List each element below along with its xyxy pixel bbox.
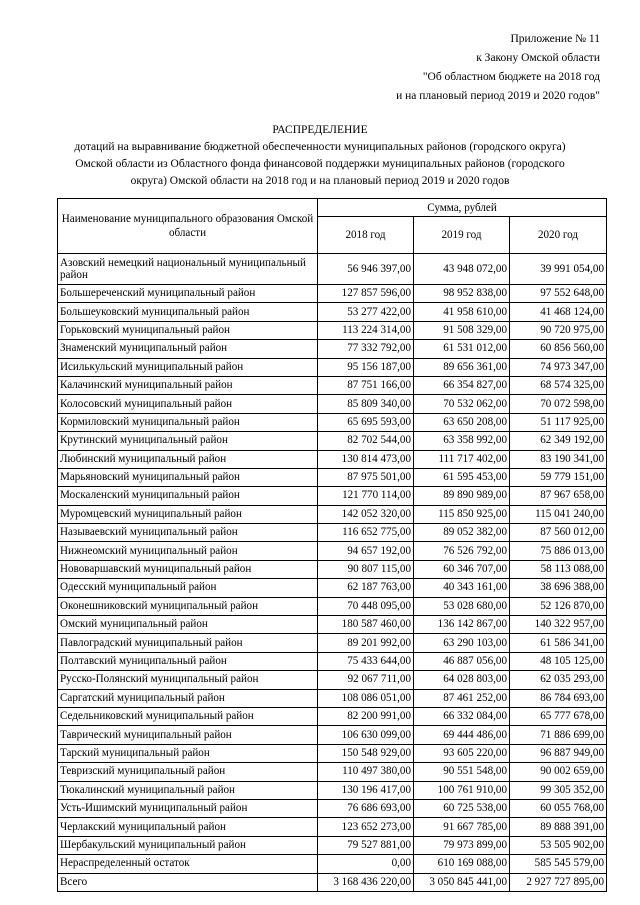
distribution-table — [57, 198, 607, 892]
table-body — [58, 254, 607, 892]
amount-2020: 62 349 192,00 — [510, 432, 607, 450]
district-name: Одесский муниципальный район — [58, 579, 318, 597]
table-row — [58, 376, 607, 394]
district-name: Нижнеомский муниципальный район — [58, 542, 318, 560]
amount-2019: 46 887 056,00 — [414, 652, 510, 670]
title-line-1: дотаций на выравнивание бюджетной обеспеченности муниципальных районов (городского округа) — [74, 141, 566, 153]
amount-2020: 86 784 693,00 — [510, 689, 607, 707]
district-name: Крутинский муниципальный район — [58, 432, 318, 450]
district-name: Горьковский муниципальный район — [58, 321, 318, 339]
district-name: Москаленский муниципальный район — [58, 487, 318, 505]
amount-2019: 61 595 453,00 — [414, 468, 510, 486]
amount-2020: 87 560 012,00 — [510, 524, 607, 542]
amount-2018: 0,00 — [318, 855, 414, 873]
amount-2019: 90 551 548,00 — [414, 763, 510, 781]
table-row — [58, 487, 607, 505]
amount-2020: 87 967 658,00 — [510, 487, 607, 505]
district-name: Всего — [58, 873, 318, 891]
amount-2018: 113 224 314,00 — [318, 321, 414, 339]
table-row — [58, 671, 607, 689]
table-row — [58, 873, 607, 891]
amount-2018: 85 809 340,00 — [318, 395, 414, 413]
table-row — [58, 634, 607, 652]
amount-2018: 130 196 417,00 — [318, 781, 414, 799]
amount-2020: 97 552 648,00 — [510, 285, 607, 303]
district-name: Калачинский муниципальный район — [58, 376, 318, 394]
table-row — [58, 524, 607, 542]
amount-2018: 77 332 792,00 — [318, 340, 414, 358]
district-name: Тюкалинский муниципальный район — [58, 781, 318, 799]
table-row — [58, 707, 607, 725]
district-name: Шербакульский муниципальный район — [58, 836, 318, 854]
amount-2019: 43 948 072,00 — [414, 254, 510, 285]
amount-2020: 59 779 151,00 — [510, 468, 607, 486]
amount-2019: 91 667 785,00 — [414, 818, 510, 836]
district-name: Называевский муниципальный район — [58, 524, 318, 542]
amount-2018: 92 067 711,00 — [318, 671, 414, 689]
amount-2020: 58 113 088,00 — [510, 560, 607, 578]
amount-2019: 98 952 838,00 — [414, 285, 510, 303]
table-row — [58, 744, 607, 762]
district-name: Муромцевский муниципальный район — [58, 505, 318, 523]
title-heading: РАСПРЕДЕЛЕНИЕ — [272, 124, 368, 136]
district-name: Исилькульский муниципальный район — [58, 358, 318, 376]
amount-2019: 60 725 538,00 — [414, 799, 510, 817]
amount-2018: 53 277 422,00 — [318, 303, 414, 321]
amount-2020: 52 126 870,00 — [510, 597, 607, 615]
amount-2019: 66 354 827,00 — [414, 376, 510, 394]
amount-2018: 123 652 273,00 — [318, 818, 414, 836]
appendix-line-4: и на плановый период 2019 и 2020 годов" — [396, 90, 600, 102]
header-sum: Сумма, рублей — [318, 199, 607, 217]
amount-2020: 71 886 699,00 — [510, 726, 607, 744]
amount-2020: 75 886 013,00 — [510, 542, 607, 560]
amount-2018: 76 686 693,00 — [318, 799, 414, 817]
table-row — [58, 321, 607, 339]
table-row — [58, 560, 607, 578]
amount-2018: 3 168 436 220,00 — [318, 873, 414, 891]
amount-2019: 53 028 680,00 — [414, 597, 510, 615]
amount-2019: 64 028 803,00 — [414, 671, 510, 689]
amount-2019: 89 890 989,00 — [414, 487, 510, 505]
district-name: Большереченский муниципальный район — [58, 285, 318, 303]
district-name: Кормиловский муниципальный район — [58, 413, 318, 431]
amount-2020: 89 888 391,00 — [510, 818, 607, 836]
amount-2020: 140 322 957,00 — [510, 616, 607, 634]
amount-2020: 96 887 949,00 — [510, 744, 607, 762]
table-row — [58, 579, 607, 597]
district-name: Колосовский муниципальный район — [58, 395, 318, 413]
amount-2019: 61 531 012,00 — [414, 340, 510, 358]
amount-2018: 116 652 775,00 — [318, 524, 414, 542]
amount-2018: 95 156 187,00 — [318, 358, 414, 376]
amount-2019: 136 142 867,00 — [414, 616, 510, 634]
amount-2018: 82 702 544,00 — [318, 432, 414, 450]
amount-2020: 41 468 124,00 — [510, 303, 607, 321]
amount-2020: 99 305 352,00 — [510, 781, 607, 799]
header-year-2018: 2018 год — [318, 217, 414, 254]
amount-2018: 94 657 192,00 — [318, 542, 414, 560]
amount-2020: 90 720 975,00 — [510, 321, 607, 339]
amount-2020: 60 055 768,00 — [510, 799, 607, 817]
appendix-line-1: Приложение № 11 — [510, 33, 600, 45]
amount-2018: 150 548 929,00 — [318, 744, 414, 762]
amount-2020: 74 973 347,00 — [510, 358, 607, 376]
amount-2018: 108 086 051,00 — [318, 689, 414, 707]
table-row — [58, 818, 607, 836]
district-name: Азовский немецкий национальный муниципальный район — [58, 254, 318, 285]
amount-2018: 75 433 644,00 — [318, 652, 414, 670]
table-row — [58, 254, 607, 285]
table-row — [58, 855, 607, 873]
amount-2018: 87 751 166,00 — [318, 376, 414, 394]
table-row — [58, 689, 607, 707]
table-row — [58, 468, 607, 486]
amount-2018: 82 200 991,00 — [318, 707, 414, 725]
amount-2018: 121 770 114,00 — [318, 487, 414, 505]
table-row — [58, 616, 607, 634]
district-name: Большеуковский муниципальный район — [58, 303, 318, 321]
table-row — [58, 505, 607, 523]
amount-2018: 110 497 380,00 — [318, 763, 414, 781]
table-row — [58, 799, 607, 817]
district-name: Омский муниципальный район — [58, 616, 318, 634]
amount-2019: 3 050 845 441,00 — [414, 873, 510, 891]
table-row — [58, 726, 607, 744]
amount-2019: 63 290 103,00 — [414, 634, 510, 652]
table-row — [58, 781, 607, 799]
amount-2019: 63 650 208,00 — [414, 413, 510, 431]
amount-2020: 48 105 125,00 — [510, 652, 607, 670]
amount-2018: 70 448 095,00 — [318, 597, 414, 615]
district-name: Марьяновский муниципальный район — [58, 468, 318, 486]
amount-2019: 610 169 088,00 — [414, 855, 510, 873]
amount-2019: 41 958 610,00 — [414, 303, 510, 321]
district-name: Оконешниковский муниципальный район — [58, 597, 318, 615]
district-name: Любинский муниципальный район — [58, 450, 318, 468]
amount-2018: 180 587 460,00 — [318, 616, 414, 634]
amount-2018: 90 807 115,00 — [318, 560, 414, 578]
appendix-line-2: к Закону Омской области — [476, 52, 600, 64]
district-name: Седельниковский муниципальный район — [58, 707, 318, 725]
amount-2018: 87 975 501,00 — [318, 468, 414, 486]
district-name: Таврический муниципальный район — [58, 726, 318, 744]
district-name: Павлоградский муниципальный район — [58, 634, 318, 652]
amount-2019: 69 444 486,00 — [414, 726, 510, 744]
table-row — [58, 358, 607, 376]
amount-2018: 62 187 763,00 — [318, 579, 414, 597]
amount-2020: 68 574 325,00 — [510, 376, 607, 394]
district-name: Нераспределенный остаток — [58, 855, 318, 873]
table-row — [58, 340, 607, 358]
amount-2019: 111 717 402,00 — [414, 450, 510, 468]
amount-2018: 142 052 320,00 — [318, 505, 414, 523]
amount-2019: 76 526 792,00 — [414, 542, 510, 560]
district-name: Полтавский муниципальный район — [58, 652, 318, 670]
amount-2019: 79 973 899,00 — [414, 836, 510, 854]
amount-2018: 79 527 881,00 — [318, 836, 414, 854]
amount-2019: 40 343 161,00 — [414, 579, 510, 597]
amount-2020: 61 586 341,00 — [510, 634, 607, 652]
district-name: Черлакский муниципальный район — [58, 818, 318, 836]
table-row — [58, 836, 607, 854]
amount-2018: 127 857 596,00 — [318, 285, 414, 303]
amount-2020: 83 190 341,00 — [510, 450, 607, 468]
appendix-header — [396, 30, 600, 106]
amount-2020: 62 035 293,00 — [510, 671, 607, 689]
district-name: Тевризский муниципальный район — [58, 763, 318, 781]
amount-2020: 65 777 678,00 — [510, 707, 607, 725]
amount-2019: 70 532 062,00 — [414, 395, 510, 413]
district-name: Саргатский муниципальный район — [58, 689, 318, 707]
header-year-2020: 2020 год — [510, 217, 607, 254]
amount-2019: 60 346 707,00 — [414, 560, 510, 578]
amount-2019: 93 605 220,00 — [414, 744, 510, 762]
table-row — [58, 413, 607, 431]
district-name: Знаменский муниципальный район — [58, 340, 318, 358]
table-row — [58, 395, 607, 413]
amount-2019: 100 761 910,00 — [414, 781, 510, 799]
amount-2020: 39 991 054,00 — [510, 254, 607, 285]
amount-2018: 56 946 397,00 — [318, 254, 414, 285]
amount-2020: 585 545 579,00 — [510, 855, 607, 873]
amount-2019: 66 332 084,00 — [414, 707, 510, 725]
table-row — [58, 303, 607, 321]
amount-2019: 87 461 252,00 — [414, 689, 510, 707]
table-row — [58, 432, 607, 450]
amount-2020: 115 041 240,00 — [510, 505, 607, 523]
amount-2019: 63 358 992,00 — [414, 432, 510, 450]
amount-2020: 60 856 560,00 — [510, 340, 607, 358]
district-name: Тарский муниципальный район — [58, 744, 318, 762]
amount-2020: 70 072 598,00 — [510, 395, 607, 413]
amount-2020: 53 505 902,00 — [510, 836, 607, 854]
appendix-line-3: "Об областном бюджете на 2018 год — [422, 71, 600, 83]
title-line-3: округа) Омской области на 2018 год и на плановый период 2019 и 2020 годов — [130, 175, 510, 187]
table-row — [58, 597, 607, 615]
amount-2019: 89 656 361,00 — [414, 358, 510, 376]
table-row — [58, 542, 607, 560]
amount-2018: 89 201 992,00 — [318, 634, 414, 652]
amount-2019: 115 850 925,00 — [414, 505, 510, 523]
district-name: Усть-Ишимский муниципальный район — [58, 799, 318, 817]
amount-2020: 51 117 925,00 — [510, 413, 607, 431]
table-row — [58, 763, 607, 781]
table-row — [58, 285, 607, 303]
district-name: Нововаршавский муниципальный район — [58, 560, 318, 578]
document-title — [0, 122, 640, 190]
table-row — [58, 450, 607, 468]
amount-2019: 89 052 382,00 — [414, 524, 510, 542]
amount-2018: 65 695 593,00 — [318, 413, 414, 431]
header-year-2019: 2019 год — [414, 217, 510, 254]
amount-2018: 130 814 473,00 — [318, 450, 414, 468]
table-row — [58, 652, 607, 670]
title-line-2: Омской области из Областного фонда финансовой поддержки муниципальных районов (городского — [75, 158, 565, 170]
amount-2018: 106 630 099,00 — [318, 726, 414, 744]
amount-2020: 90 002 659,00 — [510, 763, 607, 781]
amount-2020: 38 696 388,00 — [510, 579, 607, 597]
header-name-column: Наименование муниципального образования Омской области — [58, 199, 318, 254]
amount-2020: 2 927 727 895,00 — [510, 873, 607, 891]
district-name: Русско-Полянский муниципальный район — [58, 671, 318, 689]
amount-2019: 91 508 329,00 — [414, 321, 510, 339]
